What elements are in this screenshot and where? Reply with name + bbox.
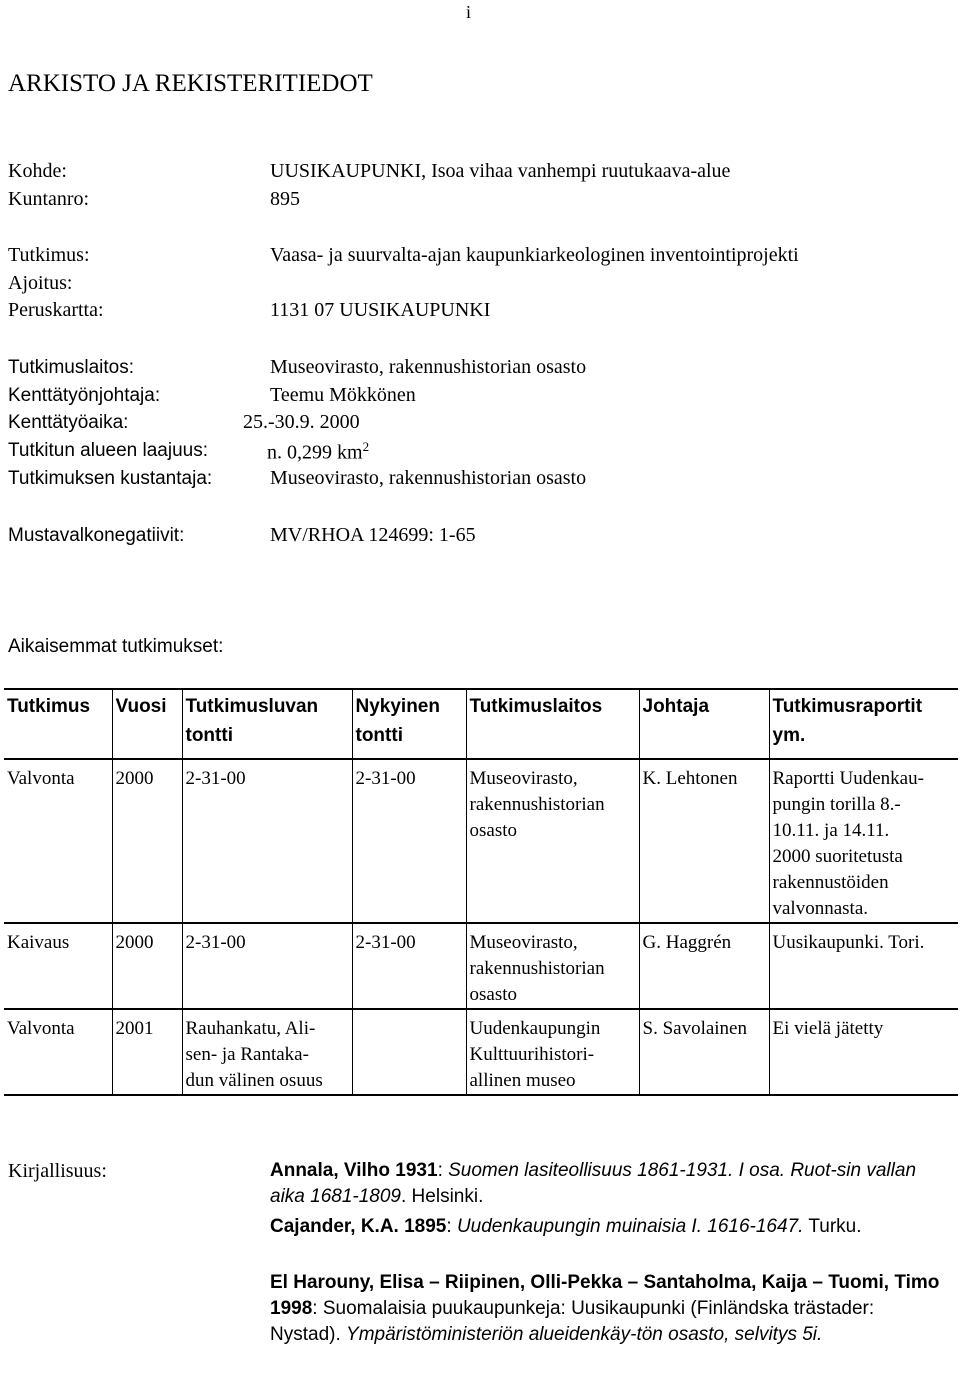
literature-author: Cajander, K.A. 1895 bbox=[270, 1216, 447, 1237]
literature-sep: : bbox=[437, 1160, 449, 1181]
label-kohde: Kohde: bbox=[8, 160, 67, 182]
header-tutkimusluvan-tontti: Tutkimusluvan tontti bbox=[182, 689, 352, 759]
table-cell bbox=[182, 759, 352, 923]
literature-author: El Harouny, Elisa – Riipinen, Olli-Pekka – Santaholma, Kaija – Tuomi, Timo 1998 bbox=[270, 1272, 940, 1319]
page-title: ARKISTO JA REKISTERITIEDOT bbox=[8, 70, 373, 97]
label-kuntanro: Kuntanro: bbox=[8, 188, 90, 210]
table-cell bbox=[769, 759, 958, 923]
value-kohde: UUSIKAUPUNKI, Isoa vihaa vanhempi ruutukaava-alue bbox=[270, 160, 731, 182]
literature-title: Ympäristöministeriön alueidenkäy-tön osasto, selvitys 5i. bbox=[346, 1324, 823, 1345]
header-nykyinen-tontti: Nykyinen tontti bbox=[352, 689, 466, 759]
page-number: i bbox=[466, 2, 472, 22]
cell-text: Museovirasto, rakennushistorian osasto bbox=[469, 768, 605, 841]
label-kenttatyonjohtaja: Kenttätyönjohtaja: bbox=[8, 385, 161, 406]
previous-research-table bbox=[4, 688, 958, 1096]
value-negatiivit: MV/RHOA 124699: 1-65 bbox=[270, 524, 476, 546]
table-cell bbox=[4, 923, 112, 1009]
value-kustantaja: Museovirasto, rakennushistorian osasto bbox=[270, 467, 587, 489]
label-ajoitus: Ajoitus: bbox=[8, 272, 73, 294]
table-cell bbox=[639, 1009, 769, 1095]
table-row bbox=[4, 923, 958, 1009]
value-laajuus-text: n. 0,299 km bbox=[267, 441, 363, 464]
label-tutkimus: Tutkimus: bbox=[8, 244, 90, 266]
cell-text: Valvonta bbox=[7, 768, 75, 789]
cell-text: Uusikaupunki. Tori. bbox=[772, 932, 925, 953]
cell-text: Museovirasto, rakennushistorian osasto bbox=[469, 932, 605, 1005]
cell-text: Ei vielä jätetty bbox=[772, 1018, 884, 1039]
table-cell bbox=[639, 923, 769, 1009]
cell-text: 2-31-00 bbox=[185, 768, 246, 789]
label-kirjallisuus: Kirjallisuus: bbox=[8, 1160, 107, 1182]
cell-text: 2000 bbox=[115, 768, 154, 789]
section-heading-previous: Aikaisemmat tutkimukset: bbox=[8, 636, 224, 657]
cell-text: K. Lehtonen bbox=[642, 768, 738, 789]
table-cell bbox=[182, 1009, 352, 1095]
cell-text: Kaivaus bbox=[7, 932, 70, 953]
header-tutkimusraportit: Tutkimusraportit ym. bbox=[772, 696, 923, 746]
table-cell bbox=[182, 923, 352, 1009]
table-row bbox=[4, 1009, 958, 1095]
table-row bbox=[4, 759, 958, 923]
cell-text: Valvonta bbox=[7, 1018, 75, 1039]
literature-title: Suomen lasiteollisuus 1861-1931. I osa. Ruot-sin vallan aika 1681-1809 bbox=[270, 1160, 917, 1207]
value-tutkimuslaitos: Museovirasto, rakennushistorian osasto bbox=[270, 356, 587, 378]
cell-text: 2-31-00 bbox=[355, 768, 416, 789]
header-tutkimus: Tutkimus bbox=[4, 689, 112, 759]
table-cell bbox=[352, 759, 466, 923]
cell-text: 2000 bbox=[115, 932, 154, 953]
label-negatiivit: Mustavalkonegatiivit: bbox=[8, 525, 185, 546]
table-header-row bbox=[4, 689, 958, 759]
table-cell bbox=[4, 1009, 112, 1095]
cell-text: Rauhankatu, Ali- sen- ja Rantaka- dun välinen osuus bbox=[185, 1018, 323, 1091]
literature-rest: Turku. bbox=[803, 1216, 862, 1237]
value-laajuus bbox=[267, 439, 369, 465]
value-kenttatyoaika: 25.-30.9. 2000 bbox=[243, 411, 360, 433]
cell-text: 2-31-00 bbox=[185, 932, 246, 953]
literature-title: Uudenkaupungin muinaisia I. 1616-1647. bbox=[456, 1216, 804, 1237]
table-cell bbox=[466, 1009, 639, 1095]
literature-sep: : bbox=[312, 1298, 323, 1319]
table-cell bbox=[112, 923, 182, 1009]
label-kustantaja: Tutkimuksen kustantaja: bbox=[8, 468, 213, 489]
literature-entry bbox=[270, 1270, 950, 1348]
literature-sep: : bbox=[446, 1216, 457, 1237]
literature-entry bbox=[270, 1158, 950, 1210]
literature-title-plain: Suomalaisia puukaupunkeja: Uusikaupunki (Finländska trästader: Nystad). bbox=[270, 1298, 875, 1345]
table-cell bbox=[769, 923, 958, 1009]
table-cell bbox=[4, 759, 112, 923]
cell-text: Raportti Uudenkau- pungin torilla 8.- 10.11. ja 14.11. 2000 suoritetusta rakennustöiden valvonnasta. bbox=[772, 768, 924, 919]
table-cell bbox=[769, 1009, 958, 1095]
value-kuntanro: 895 bbox=[270, 188, 300, 210]
header-johtaja: Johtaja bbox=[639, 689, 769, 759]
value-kenttatyonjohtaja: Teemu Mökkönen bbox=[270, 384, 416, 406]
table-cell bbox=[352, 1009, 466, 1095]
literature-entry bbox=[270, 1214, 950, 1240]
label-peruskartta: Peruskartta: bbox=[8, 299, 104, 321]
cell-text: S. Savolainen bbox=[642, 1018, 747, 1039]
table-cell bbox=[112, 1009, 182, 1095]
label-kenttatyoaika: Kenttätyöaika: bbox=[8, 412, 129, 433]
literature-author: Annala, Vilho 1931 bbox=[270, 1160, 438, 1181]
value-laajuus-sup: 2 bbox=[362, 439, 370, 454]
table-cell bbox=[466, 759, 639, 923]
value-peruskartta: 1131 07 UUSIKAUPUNKI bbox=[270, 299, 491, 321]
label-tutkimuslaitos: Tutkimuslaitos: bbox=[8, 357, 134, 378]
cell-text: 2-31-00 bbox=[355, 932, 416, 953]
cell-text: G. Haggrén bbox=[642, 932, 732, 953]
literature-rest: . Helsinki. bbox=[401, 1186, 484, 1207]
table-cell bbox=[466, 923, 639, 1009]
value-tutkimus: Vaasa- ja suurvalta-ajan kaupunkiarkeologinen inventointiprojekti bbox=[270, 244, 799, 266]
table-cell bbox=[352, 923, 466, 1009]
cell-text: Uudenkaupungin Kulttuurihistori- allinen museo bbox=[469, 1018, 601, 1091]
table-cell bbox=[639, 759, 769, 923]
table-cell bbox=[112, 759, 182, 923]
header-tutkimuslaitos: Tutkimuslaitos bbox=[466, 689, 639, 759]
cell-text: 2001 bbox=[115, 1018, 154, 1039]
header-vuosi: Vuosi bbox=[112, 689, 182, 759]
label-laajuus: Tutkitun alueen laajuus: bbox=[8, 440, 208, 461]
